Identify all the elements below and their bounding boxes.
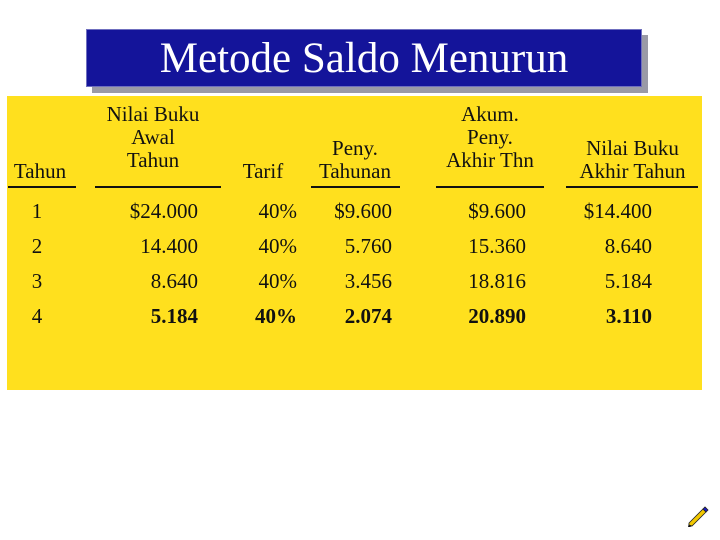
cell-nilai-buku-akhir-2: 8.640 (604, 234, 652, 258)
header-nilai-buku-awal-line-3: Tahun (126, 148, 180, 172)
cell-tarif-1: 40% (258, 199, 297, 223)
header-tahun-line: Tahun (13, 159, 67, 183)
header-peny-tahunan-underline (311, 186, 400, 188)
cell-tarif-3: 40% (258, 269, 297, 293)
cell-akum-peny-1: $9.600 (468, 199, 526, 223)
header-akum-peny-line-2: Peny. (467, 125, 513, 149)
slide-title: Metode Saldo Menurun (159, 34, 569, 82)
cell-akum-peny-2: 15.360 (468, 234, 526, 258)
header-akum-peny-line-3: Akhir Thn (446, 148, 534, 172)
cell-tarif-2: 40% (258, 234, 297, 258)
header-akum-peny-underline (436, 186, 544, 188)
cell-tahun-4: 4 (31, 304, 43, 328)
header-nilai-buku-awal-underline (95, 186, 221, 188)
title-box (86, 29, 642, 87)
header-tahun (7, 160, 73, 183)
column-akum-peny (430, 194, 526, 334)
header-nilai-buku-akhir (565, 137, 700, 183)
cell-nilai-buku-awal-2: 14.400 (140, 234, 198, 258)
header-akum-peny-line-1: Akum. (461, 102, 519, 126)
cell-tahun-1: 1 (31, 199, 43, 223)
header-nilai-buku-akhir-underline (566, 186, 698, 188)
cell-peny-tahunan-1: $9.600 (334, 199, 392, 223)
pencil-icon (686, 505, 710, 529)
header-akum-peny (430, 103, 550, 172)
header-peny-tahunan-line-1: Peny. (332, 136, 378, 160)
cell-tahun-3: 3 (31, 269, 43, 293)
cell-akum-peny-4: 20.890 (468, 304, 526, 328)
cell-nilai-buku-awal-1: $24.000 (129, 199, 198, 223)
header-tarif (230, 160, 296, 183)
column-nilai-buku-awal (100, 194, 198, 334)
header-nilai-buku-awal-line-2: Awal (131, 125, 175, 149)
header-nilai-buku-akhir-line-1: Nilai Buku (586, 136, 679, 160)
cell-tahun-2: 2 (31, 234, 43, 258)
cell-peny-tahunan-2: 5.760 (344, 234, 392, 258)
column-tarif (240, 194, 297, 334)
header-nilai-buku-awal-line-1: Nilai Buku (106, 102, 200, 126)
header-nilai-buku-akhir-line-2: Akhir Tahun (579, 159, 686, 183)
header-nilai-buku-awal (93, 103, 213, 172)
header-peny-tahunan-line-2: Tahunan (318, 159, 391, 183)
header-tahun-underline (8, 186, 76, 188)
cell-peny-tahunan-3: 3.456 (344, 269, 392, 293)
cell-nilai-buku-awal-3: 8.640 (150, 269, 198, 293)
cell-nilai-buku-awal-4: 5.184 (150, 304, 198, 328)
cell-nilai-buku-akhir-4: 3.110 (605, 304, 652, 328)
cell-peny-tahunan-4: 2.074 (344, 304, 392, 328)
header-tarif-line: Tarif (242, 159, 284, 183)
column-nilai-buku-akhir (560, 194, 652, 334)
cell-nilai-buku-akhir-1: $14.400 (583, 199, 652, 223)
header-peny-tahunan (305, 137, 405, 183)
column-tahun (22, 194, 52, 334)
cell-tarif-4: 40% (255, 304, 297, 328)
cell-nilai-buku-akhir-3: 5.184 (604, 269, 652, 293)
column-peny-tahunan (300, 194, 392, 334)
cell-akum-peny-3: 18.816 (468, 269, 526, 293)
